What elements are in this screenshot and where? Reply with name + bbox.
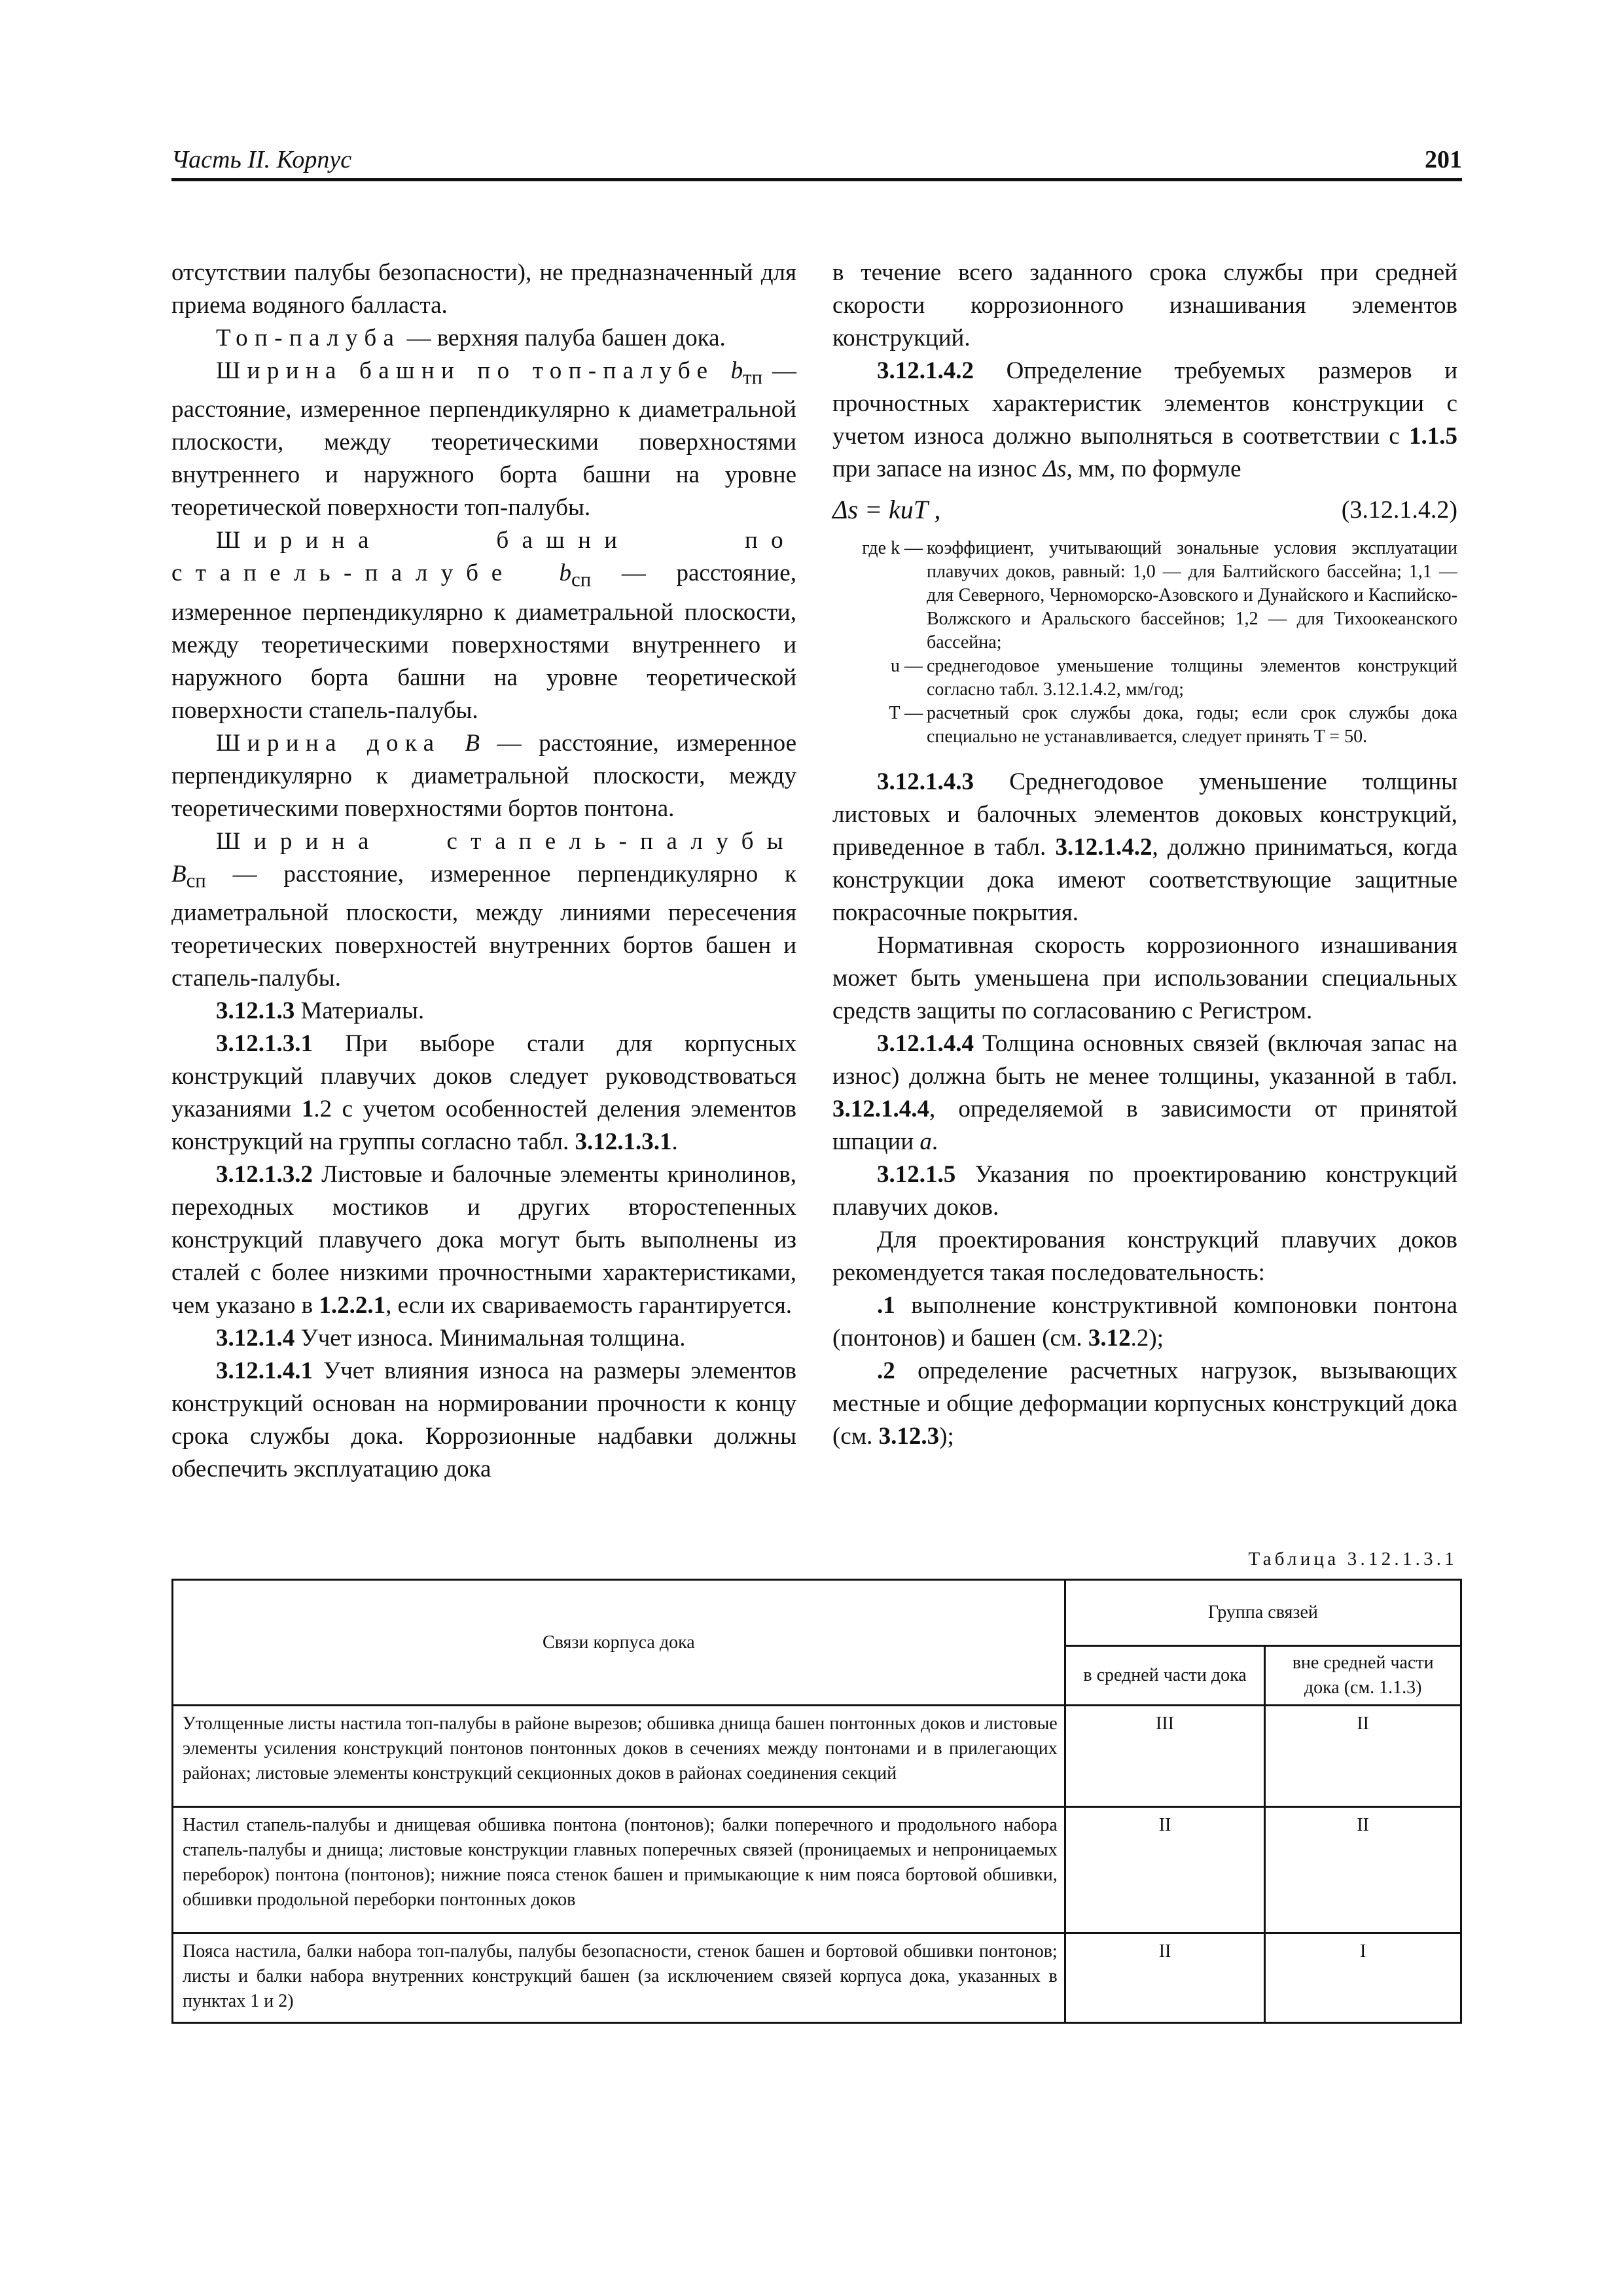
symbol: b (730, 357, 743, 384)
row-description: Пояса настила, балки набора топ-палубы, палубы безопасности, стенок башен и бортовой обшивки понтонов; листы и балки набора внутренних конструкций башен (за исключением связей корпуса дока, указанных в пунктах 1 и 2) (173, 1933, 1065, 2023)
page-header (171, 145, 1462, 178)
section-number: 3.12.1.4.4 (877, 1030, 974, 1057)
list-item-1 (832, 1289, 1457, 1355)
legend-row-u (832, 655, 1457, 702)
section-number: 3.12.1.5 (877, 1161, 956, 1188)
right-column (832, 257, 1457, 1453)
section-number: 3.12.1.3 (216, 997, 295, 1025)
text: Учет влияния износа на размеры элементов конструкций основан на нормировании прочности к концу срока службы дока. Коррозионные надбавки должны обеспечить эксплуатацию дока (171, 1357, 796, 1483)
header-out: вне средней части дока (см. 1.1.3) (1265, 1646, 1461, 1706)
row-description: Настил стапель-палубы и днищевая обшивка понтона (понтонов); балки поперечного и продольного набора стапель-палубы и днища; листовые конструкции главных поперечных связей (проницаемых и непроницаемых переборок) понтона (понтонов); нижние пояса стенок башен и примыкающие к ним пояса бортовой обшивки, обшивки продольной переборки понтонных доков (173, 1807, 1065, 1933)
section-number: 3.12.1.4 (216, 1325, 295, 1352)
subscript: сп (571, 568, 592, 591)
legend-row-t (832, 702, 1457, 749)
legend-label: где k — (862, 538, 923, 558)
row-group-out: I (1265, 1933, 1461, 2023)
subscript: сп (186, 869, 206, 892)
text: Указания по проектированию конструкций плавучих доков. (832, 1161, 1457, 1221)
table-row (173, 1706, 1461, 1807)
text: , определяемой в зависимости от принятой шпации (832, 1096, 1457, 1155)
row-group-mid: II (1065, 1933, 1265, 2023)
section-3-12-1-4-3 (832, 766, 1457, 929)
text: Нормативная скорость коррозионного изнашивания может быть уменьшена при использовании специальных средств защиты по согласованию с Регистром. (832, 932, 1457, 1024)
section-3-12-1-4-4 (832, 1028, 1457, 1158)
reference: 3.12.1.4.4 (832, 1096, 929, 1122)
text: При выборе стали для корпусных конструкций плавучих доков следует руководствоваться указаниями (171, 1030, 796, 1123)
text: определение расчетных нагрузок, вызывающих местные и общие деформации корпусных конструкций дока (см. (832, 1357, 1457, 1450)
section-3-12-1-3-2 (171, 1158, 796, 1322)
text: выполнение конструктивной компоновки понтона (понтонов) и башен (см. (832, 1292, 1457, 1352)
legend-label: u — (891, 656, 923, 676)
section-number: 3.12.1.4.1 (216, 1357, 313, 1385)
section-number: 3.12.1.4.3 (877, 768, 974, 795)
definition-tower-width-top (171, 355, 796, 524)
left-column (171, 257, 796, 1486)
term: Ширина башни по стапель-палубе (171, 527, 796, 587)
header-mid: в средней части дока (1065, 1646, 1265, 1706)
definition-tower-width-pontoon (171, 524, 796, 726)
section-3-12-1-4 (171, 1322, 796, 1355)
paragraph (832, 1224, 1457, 1289)
formula-number: (3.12.1.4.2) (1341, 496, 1457, 524)
section-number: 3.12.1.3.1 (216, 1030, 313, 1058)
text: , должно приниматься, когда конструкции дока имеют соответствующие защитные покрасочные покрытия. (832, 834, 1457, 926)
header-rule (171, 178, 1462, 181)
text: , если их свариваемость гарантируется. (385, 1292, 792, 1319)
row-group-mid: II (1065, 1807, 1265, 1933)
symbol: B (465, 729, 480, 757)
reference: 3.12.1.3.1 (575, 1128, 672, 1156)
text: Учет износа. Минимальная толщина. (294, 1325, 686, 1352)
symbol: B (171, 860, 187, 888)
text: — расстояние, измеренное перпендикулярно к диаметральной плоскости, между теоретическими поверхностями внутреннего и наружного борта башни на уровне теоретической поверхности топ-палубы. (171, 357, 796, 522)
row-description: Утолщенные листы настила топ-палубы в районе вырезов; обшивка днища башен понтонных доков и листовые элементы усиления конструкций понтонов понтонных доков в сечениях между понтонами и в прилегающих районах; листовые элементы конструкций секционных доков в районах соединения секций (173, 1706, 1065, 1807)
reference: 1.2.2.1 (319, 1292, 386, 1319)
section-3-12-1-5 (832, 1158, 1457, 1224)
reference: 3.12.1.4.2 (1055, 834, 1152, 861)
running-title: Часть II. Корпус (171, 146, 352, 173)
list-number: .2 (877, 1357, 895, 1384)
section-3-12-1-4-1 (171, 1355, 796, 1486)
section-number: 3.12.1.3.2 (216, 1161, 313, 1189)
text: Для проектирования конструкций плавучих доков рекомендуется такая последовательность: (832, 1227, 1457, 1286)
row-group-out: II (1265, 1706, 1461, 1807)
text: ); (939, 1423, 954, 1450)
symbol: b (559, 560, 572, 587)
text: — расстояние, измеренное перпендикулярно к диаметральной плоскости, между линиями пересечения теоретических поверхностей внутренних бортов башен и стапель-палубы. (171, 860, 796, 992)
row-group-out: II (1265, 1807, 1461, 1933)
section-3-12-1-3 (171, 995, 796, 1028)
section-number: 3.12.1.4.2 (877, 357, 974, 384)
text: в течение всего заданного срока службы при средней скорости коррозионного изнашивания элементов конструкций. (832, 259, 1457, 351)
text: Среднегодовое уменьшение толщины листовых и балочных элементов доковых конструкций, приведенное в табл. (832, 768, 1457, 861)
paragraph (832, 257, 1457, 355)
text: , мм, по формуле (1066, 456, 1241, 482)
hull-members-table (171, 1579, 1462, 2024)
definition-dock-width (171, 727, 796, 825)
symbol: Δs (1043, 456, 1067, 482)
symbol: a (919, 1128, 932, 1155)
reference: 3.12 (1088, 1325, 1131, 1352)
definition-pontoon-deck-width (171, 825, 796, 995)
text: при запасе на износ (832, 456, 1043, 482)
text: Определение требуемых размеров и прочностных характеристик элементов конструкции с учетом износа должно выполняться в соответствии с (832, 357, 1457, 450)
list-number: .1 (877, 1292, 895, 1319)
formula-legend (832, 537, 1457, 749)
reference: 3.12.3 (878, 1423, 940, 1450)
section-3-12-1-3-1 (171, 1028, 796, 1158)
text: . (931, 1128, 938, 1155)
row-group-mid: III (1065, 1706, 1265, 1807)
section-3-12-1-4-2 (832, 355, 1457, 486)
header-group: Группа связей (1065, 1580, 1461, 1646)
table-caption: Таблица 3.12.1.3.1 (1248, 1549, 1457, 1570)
term: Ширина башни по топ-палубе (216, 357, 731, 384)
table-header-row (173, 1580, 1461, 1646)
formula (832, 493, 1457, 533)
text: Листовые и балочные элементы кринолинов, переходных мостиков и других второстепенных конструкций плавучего дока могут быть выполнены из сталей с более низкими прочностными характеристиками, чем указано в (171, 1161, 796, 1319)
reference: 1 (301, 1096, 314, 1123)
table-row (173, 1807, 1461, 1933)
paragraph (171, 257, 796, 322)
text: .2); (1130, 1325, 1164, 1352)
text: — расстояние, измеренное перпендикулярно к диаметральной плоскости, между теоретическими поверхностями внутреннего и наружного борта башни на уровне теоретической поверхности стапель-палубы. (171, 560, 796, 724)
reference: 1.1.5 (1409, 423, 1457, 450)
legend-text: среднегодовое уменьшение толщины элементов конструкций согласно табл. 3.12.1.4.2, мм/год; (927, 656, 1457, 700)
term: Ширина стапель-палубы (216, 827, 796, 855)
list-item-2 (832, 1355, 1457, 1453)
text: отсутствии палубы безопасности), не предназначенный для приема водяного балласта. (171, 259, 796, 319)
text: . (671, 1128, 678, 1156)
page-number: 201 (1425, 146, 1462, 173)
legend-label: T — (889, 703, 923, 723)
legend-text: коэффициент, учитывающий зональные условия эксплуатации плавучих доков, равный: 1,0 — для Балтийского бассейна; 1,1 — для Северного, Черноморско-Азовского и Дунайского и Каспийско-Волжского и Аральского бассейнов; 1,2 — для Тихоокеанского бассейна; (927, 538, 1457, 653)
legend-row-k (832, 537, 1457, 655)
text: — расстояние, измеренное перпендикулярно к диаметральной плоскости, между теоретическими поверхностями бортов понтона. (171, 729, 796, 822)
header-desc: Связи корпуса дока (173, 1580, 1065, 1706)
table-row (173, 1933, 1461, 2023)
subscript: тп (743, 366, 763, 389)
text: — верхняя палуба башен дока. (401, 325, 726, 351)
term: Топ-палуба (216, 325, 401, 351)
text: Толщина основных связей (включая запас на износ) должна быть не менее толщины, указанной в табл. (832, 1030, 1457, 1090)
text: .2 с учетом особенностей деления элементов конструкций на группы согласно табл. (171, 1096, 796, 1156)
definition-top-deck (171, 322, 796, 355)
formula-expression: Δs = kuT , (832, 495, 941, 524)
term: Ширина дока (216, 729, 465, 757)
legend-text: расчетный срок службы дока, годы; если срок службы дока специально не устанавливается, следует принять T = 50. (927, 703, 1457, 747)
text: Материалы. (294, 997, 425, 1025)
paragraph (832, 929, 1457, 1028)
